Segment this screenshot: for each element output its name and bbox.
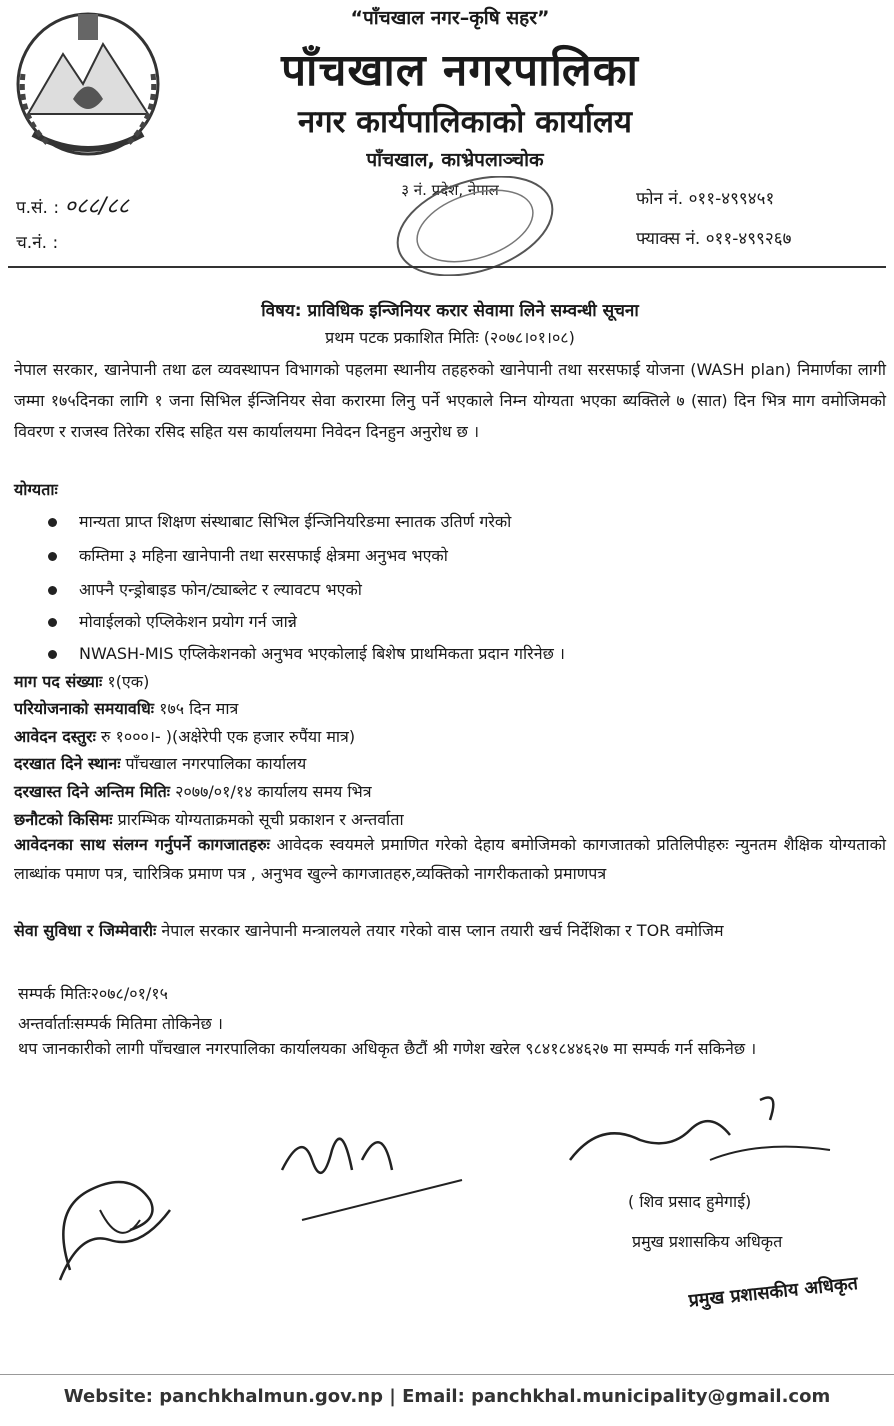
- phone-number: फोन नं. ०११-४९९४५१: [636, 189, 775, 209]
- bullet-icon: [48, 552, 57, 561]
- contact-date: सम्पर्क मितिः२०७८/०१/१५: [18, 984, 168, 1003]
- signatory-designation: प्रमुख प्रशासकिय अधिकृत: [632, 1232, 783, 1251]
- footer-contact: Website: panchkhalmun.gov.np | Email: panchkhal.municipality@gmail.com: [63, 1386, 831, 1407]
- signatory-name: ( शिव प्रसाद हुमेगाई): [628, 1192, 752, 1211]
- signature-left-icon: [40, 1150, 190, 1290]
- more-info-paragraph: थप जानकारीको लागी पाँचखाल नगरपालिका कार्यालयका अधिकृत छैटौं श्री गणेश खरेल ९८४१८४४६२७ मा सम्पर्क गर्न सकिनेछ ।: [18, 1039, 757, 1058]
- documents-paragraph: आवेदनका साथ संलग्न गर्नुपर्ने कागजातहरुः आवेदक स्वयमले प्रमाणित गरेको देहाय बमोजिमको कागजातको प्रतिलिपीहरुः न्युनतम शैक्षिक योग्यताको लाब्धांक पमाण पत्र, चारित्रिक प्रमाण पत्र , अनुभव खुल्ने कागजातहरु,व्यक्तिको नागरीकताको प्रमाणपत्र: [14, 835, 886, 883]
- qualification-heading: योग्यताः: [14, 480, 58, 499]
- office-round-stamp: [390, 176, 560, 276]
- interview-note: अन्तर्वार्ताःसम्पर्क मितिमा तोकिनेछ ।: [18, 1014, 223, 1033]
- fax-number: फ्याक्स नं. ०११-४९९२६७: [636, 229, 792, 249]
- place-line: दरखात दिने स्थानः पाँचखाल नगरपालिका कार्यालय: [14, 754, 307, 773]
- footer-divider: [0, 1374, 894, 1375]
- office-province: ३ नं. प्रदेश, नेपाल: [401, 181, 499, 199]
- qualification-item: आफ्नै एन्ड्रोबाइड फोन/ट्याब्लेट र ल्यावटप भएको: [48, 578, 868, 600]
- service-paragraph: सेवा सुविधा र जिम्मेवारीः नेपाल सरकार खानेपानी मन्त्रालयले तयार गरेको वास प्लान तयारी खर्च निर्देशिका र TOR वमोजिम: [14, 921, 724, 940]
- bullet-icon: [48, 586, 57, 595]
- reference-number: [16, 190, 129, 220]
- signature-right-icon: [560, 1080, 860, 1180]
- bullet-icon: [48, 518, 57, 527]
- reference-label: प.सं. :: [16, 198, 60, 218]
- notice-intro: नेपाल सरकार, खानेपानी तथा ढल व्यवस्थापन विभागको पहलमा स्थानीय तहहरुको खानेपानी तथा सरसफाई योजना (WASH plan) निमार्णका लागी जम्मा १७५दिनका लागि १ जना सिभिल ईन्जिनियर सेवा करारमा लिनु पर्ने भएकाले निम्न योग्यता भएका ब्यक्तिले ७ (सात) दिन भित्र माग वमोजिमको विवरण र राजस्व तिरेका रसिद सहित यस कार्यालयमा निवेदन दिनहुन अनुरोध छ ।: [14, 360, 886, 441]
- bullet-icon: [48, 618, 57, 627]
- duration-line: परियोजनाको समयावधिः १७५ दिन मात्र: [14, 699, 239, 718]
- reference-value: ०८८/८८: [64, 194, 130, 219]
- qualification-item: NWASH-MIS एप्लिकेशनको अनुभव भएकोलाई बिशेष प्राथमिकता प्रदान गरिनेछ ।: [48, 642, 868, 664]
- posts-line: माग पद संख्याः १(एक): [14, 672, 150, 691]
- municipality-motto: “पाँचखाल नगर–कृषि सहर”: [350, 7, 550, 29]
- qualification-item: मोवाईलको एप्लिकेशन प्रयोग गर्न जान्ने: [48, 610, 868, 632]
- selection-line: छनौटको किसिमः प्रारम्भिक योग्यताक्रमको सूची प्रकाशन र अन्तर्वाता: [14, 810, 404, 829]
- qualification-item: मान्यता प्राप्त शिक्षण संस्थाबाट सिभिल ईन्जिनियरिङमा स्नातक उतिर्ण गरेको: [48, 510, 868, 532]
- signature-middle-icon: [272, 1110, 502, 1230]
- dispatch-number: च.नं. :: [16, 233, 59, 253]
- published-date: प्रथम पटक प्रकाशित मितिः (२०७८।०१।०८): [325, 328, 575, 347]
- designation-stamp: प्रमुख प्रशासकीय अधिकृत: [687, 1273, 859, 1312]
- office-address: पाँचखाल, काभ्रेपलाञ्चोक: [366, 149, 544, 171]
- bullet-icon: [48, 650, 57, 659]
- header-divider: [8, 266, 886, 268]
- municipality-name: पाँचखाल नगरपालिका: [281, 45, 639, 96]
- qualification-item: कम्तिमा ३ महिना खानेपानी तथा सरसफाई क्षेत्रमा अनुभव भएको: [48, 544, 868, 566]
- fee-line: आवेदन दस्तुरः रु १०००।- )(अक्षेरेपी एक हजार रुपैंया मात्र): [14, 727, 356, 746]
- nepal-emblem-icon: [8, 4, 168, 164]
- deadline-line: दरखास्त दिने अन्तिम मितिः २०७७/०१/१४ कार्यालय समय भित्र: [14, 782, 372, 801]
- notice-subject: विषय: प्राविधिक इन्जिनियर करार सेवामा लिने सम्वन्धी सूचना: [261, 301, 639, 321]
- office-name: नगर कार्यपालिकाको कार्यालय: [298, 104, 632, 140]
